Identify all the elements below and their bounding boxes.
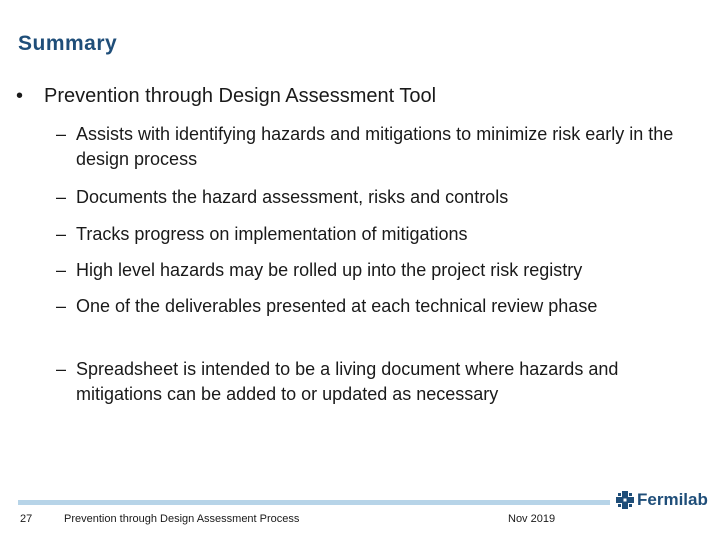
sub-bullet-text: Tracks progress on implementation of mitigations [76, 224, 468, 244]
dash-marker: – [56, 224, 67, 244]
sub-bullet-2 [56, 185, 706, 210]
sub-bullet-text: One of the deliverables presented at each technical review phase [76, 296, 598, 316]
sub-bullet-text: Documents the hazard assessment, risks and controls [76, 187, 509, 207]
footer-date: Nov 2019 [508, 513, 556, 525]
sub-bullet-text: High level hazards may be rolled up into the project risk registry [76, 260, 583, 280]
dash-marker: – [56, 296, 67, 316]
sub-bullet-6 [56, 357, 706, 407]
sub-bullet-text: Assists with identifying hazards and mitigations to minimize risk early in the design process [76, 124, 674, 169]
dash-marker: – [56, 187, 67, 207]
sub-bullet-3 [56, 222, 706, 247]
sub-bullet-text: Spreadsheet is intended to be a living document where hazards and mitigations can be added to or updated as necessary [76, 359, 619, 404]
dash-marker: – [56, 124, 67, 144]
bullet-marker: • [16, 85, 24, 107]
sub-bullet-5 [56, 294, 706, 319]
logo-text: Fermilab [637, 490, 708, 509]
footer-divider [18, 500, 610, 505]
page-number: 27 [20, 513, 33, 525]
fermilab-logo [616, 490, 708, 510]
sub-bullet-4 [56, 258, 706, 283]
footer-title: Prevention through Design Assessment Process [64, 513, 300, 525]
main-bullet [16, 85, 436, 108]
main-bullet-text: Prevention through Design Assessment Tool [44, 85, 437, 107]
slide-title: Summary [18, 32, 118, 55]
dash-marker: – [56, 260, 67, 280]
sub-bullet-1 [56, 122, 706, 172]
fermilab-icon [616, 491, 634, 509]
dash-marker: – [56, 359, 67, 379]
